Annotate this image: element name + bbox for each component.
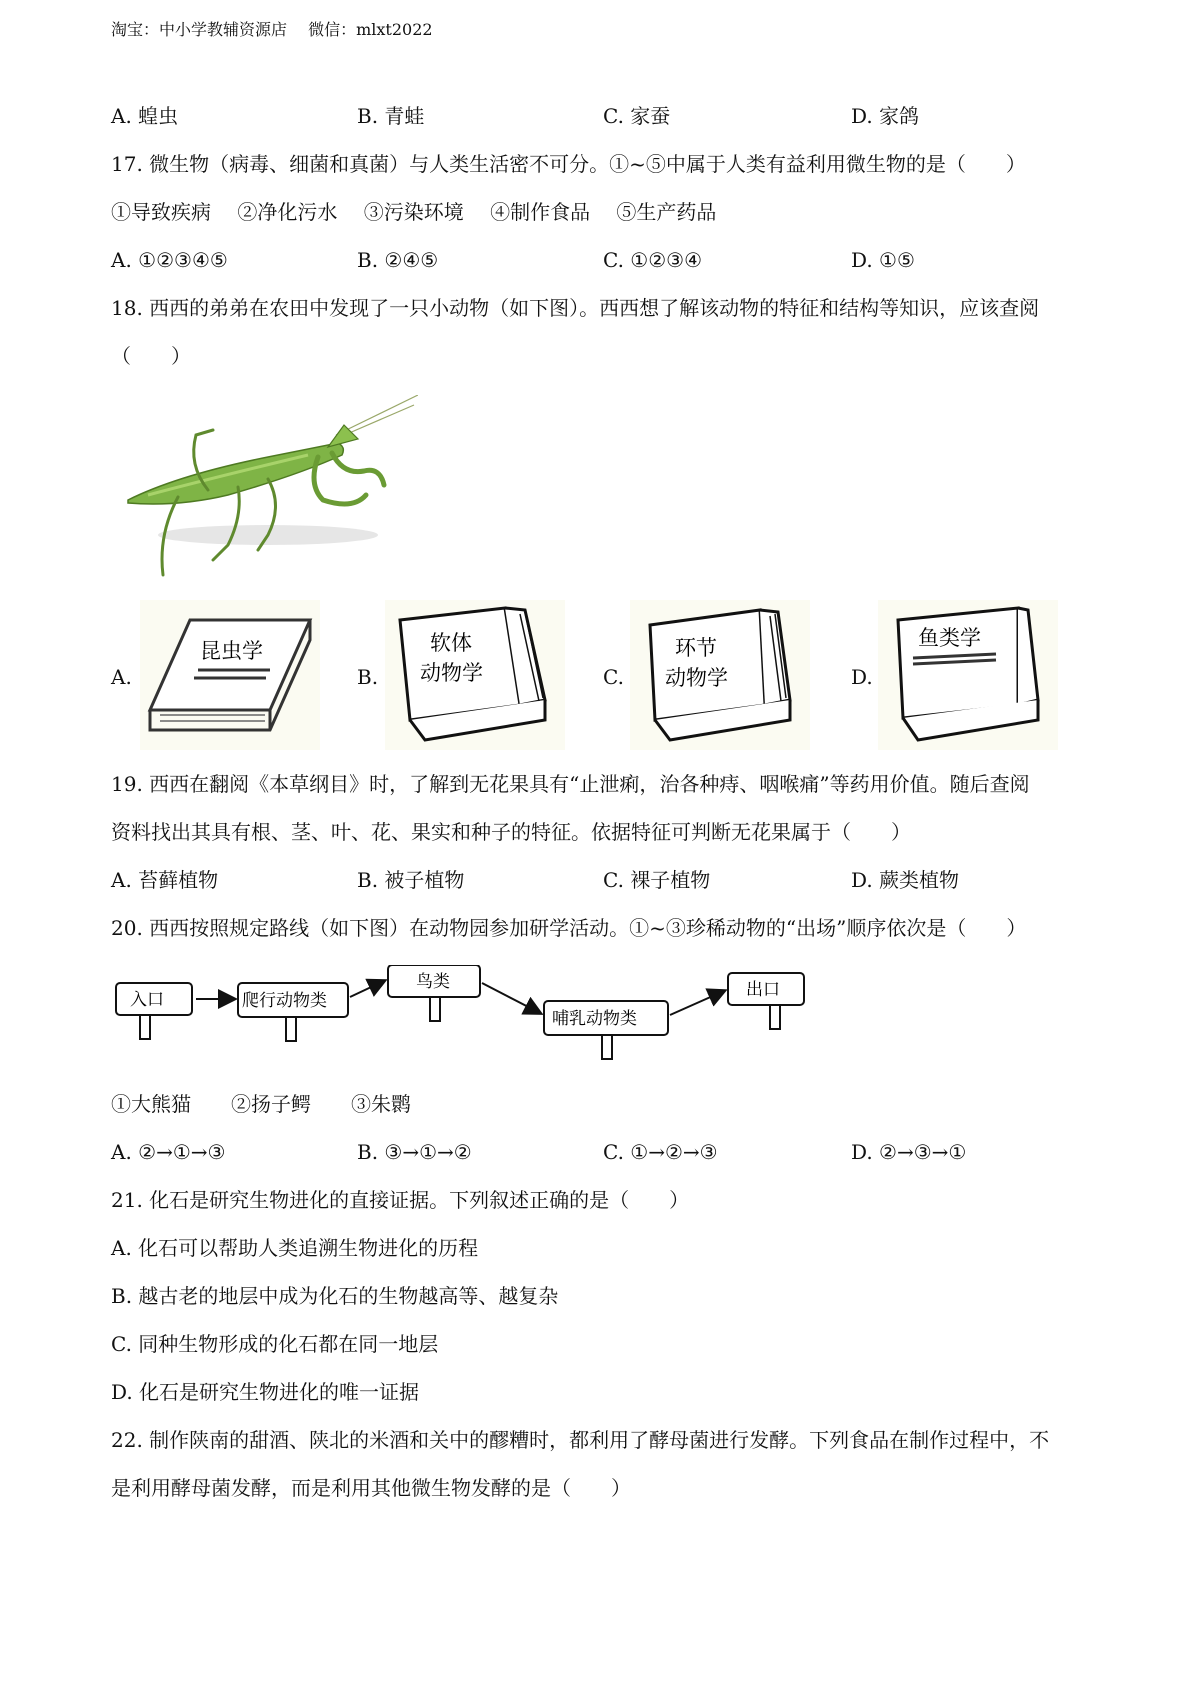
sign-reptiles-label: 爬行动物类 [242,991,327,1011]
q18-option-c: C. [603,665,624,689]
q18-option-b: B. [357,665,379,689]
q22-stem-line1: 22. 制作陕南的甜酒、陕北的米酒和关中的醪糟时，都利用了酵母菌进行发酵。下列食品在制作过程中，不 [111,1428,1050,1452]
q19-option-c: C. 裸子植物 [603,868,711,892]
q19-stem-line1: 19. 西西在翻阅《本草纲目》时，了解到无花果具有“止泄痢，治各种痔、咽喉痛”等药用价值。随后查阅 [111,772,1030,796]
sign-mammals-label: 哺乳动物类 [552,1009,637,1029]
q18-option-a: A. [111,665,132,689]
route-arrow-2 [350,981,384,997]
q22-stem-line2: 是利用酵母菌发酵，而是利用其他微生物发酵的是（ ） [111,1476,631,1500]
q19-stem-line2: 资料找出其具有根、茎、叶、花、果实和种子的特征。依据特征可判断无花果属于（ ） [111,820,911,844]
mantis-image [118,395,418,595]
q17-items: ①导致疾病 ②净化污水 ③污染环境 ④制作食品 ⑤生产药品 [111,200,717,224]
book-entomology [140,600,320,750]
q16-option-d: D. 家鸽 [851,104,920,128]
q19-option-d: D. 蕨类植物 [851,868,960,892]
q21-option-d: D. 化石是研究生物进化的唯一证据 [111,1380,420,1404]
q16-option-a: A. 蝗虫 [111,104,179,128]
q18-option-d: D. [851,665,873,689]
route-arrow-4 [670,991,724,1015]
q20-option-b: B. ③→①→② [357,1140,472,1164]
q17-option-d: D. ①⑤ [851,248,915,272]
sign-entrance-label: 入口 [130,990,164,1010]
book-b-title-line2: 动物学 [420,661,483,685]
page-header: 淘宝：中小学教辅资源店 微信：mlxt2022 [111,20,433,39]
q21-option-a: A. 化石可以帮助人类追溯生物进化的历程 [111,1236,479,1260]
book-c-title-line1: 环节 [675,636,717,660]
q19-option-a: A. 苔藓植物 [111,868,219,892]
book-b-title-line1: 软体 [430,631,472,655]
q17-option-b: B. ②④⑤ [357,248,439,272]
sign-birds-label: 鸟类 [416,972,450,992]
book-ichthyology [878,600,1058,750]
book-annelid-zoology [630,600,810,750]
q17-option-c: C. ①②③④ [603,248,703,272]
zoo-route-diagram [108,965,828,1065]
q17-option-a: A. ①②③④⑤ [111,248,228,272]
sign-exit-label: 出口 [746,980,780,1000]
q17-stem: 17. 微生物（病毒、细菌和真菌）与人类生活密不可分。①~⑤中属于人类有益利用微生物的是（ ） [111,152,1026,176]
q20-stem: 20. 西西按照规定路线（如下图）在动物园参加研学活动。①~③珍稀动物的“出场”顺序依次是（ ） [111,916,1027,940]
q20-items: ①大熊猫 ②扬子鳄 ③朱鹮 [111,1092,411,1116]
q21-option-b: B. 越古老的地层中成为化石的生物越高等、越复杂 [111,1284,559,1308]
book-a-title: 昆虫学 [200,639,263,663]
q20-option-a: A. ②→①→③ [111,1140,226,1164]
q20-option-d: D. ②→③→① [851,1140,967,1164]
q21-stem: 21. 化石是研究生物进化的直接证据。下列叙述正确的是（ ） [111,1188,690,1212]
book-mollusk-zoology [385,600,565,750]
q21-option-c: C. 同种生物形成的化石都在同一地层 [111,1332,439,1356]
q20-option-c: C. ①→②→③ [603,1140,718,1164]
q16-option-b: B. 青蛙 [357,104,425,128]
q16-option-c: C. 家蚕 [603,104,671,128]
book-d-title: 鱼类学 [918,626,981,650]
book-c-title-line2: 动物学 [665,666,728,690]
q18-stem-line1: 18. 西西的弟弟在农田中发现了一只小动物（如下图）。西西想了解该动物的特征和结构等知识，应该查阅 [111,296,1040,320]
q19-option-b: B. 被子植物 [357,868,465,892]
q18-stem-line2: （ ） [111,344,191,368]
route-arrow-3 [482,983,540,1013]
